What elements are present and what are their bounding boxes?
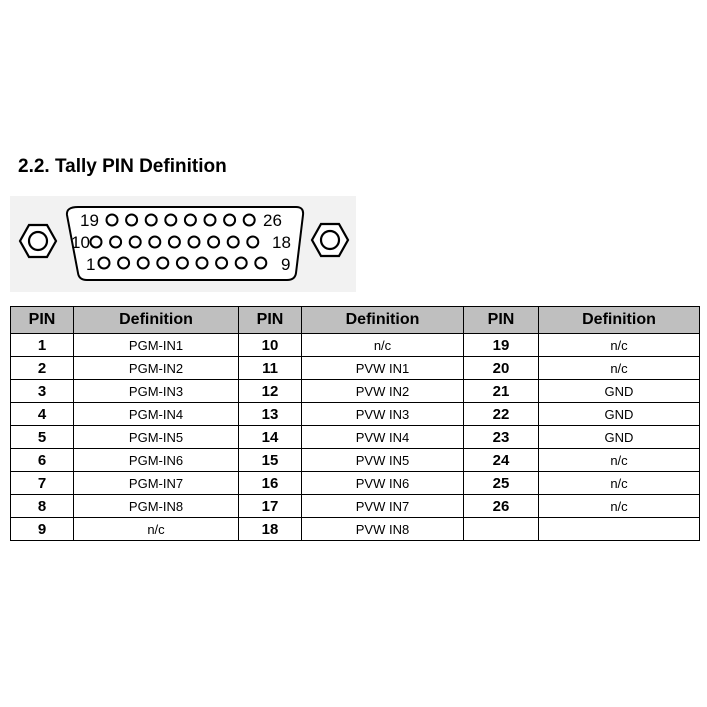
table-row [11, 449, 700, 472]
pin-definition-cell: PVW IN8 [302, 518, 464, 541]
pin-number-cell [464, 518, 539, 541]
pin-label-1: 1 [86, 255, 96, 274]
pin-definition-cell: PVW IN1 [302, 357, 464, 380]
pin-hole [228, 237, 239, 248]
pin-hole [177, 258, 188, 269]
pin-definition-cell: GND [539, 403, 700, 426]
header-pin: PIN [464, 307, 539, 334]
pin-number-cell: 3 [11, 380, 74, 403]
pin-number-cell: 13 [239, 403, 302, 426]
pin-label-18: 18 [272, 233, 291, 252]
pin-hole [185, 215, 196, 226]
pin-definition-cell: n/c [302, 334, 464, 357]
pin-definition-cell: PGM-IN4 [74, 403, 239, 426]
pin-hole [118, 258, 129, 269]
pin-number-cell: 4 [11, 403, 74, 426]
pin-number-cell: 23 [464, 426, 539, 449]
pin-label-10: 10 [71, 233, 90, 252]
pin-number-cell: 2 [11, 357, 74, 380]
pin-definition-cell: PGM-IN8 [74, 495, 239, 518]
pin-hole [126, 215, 137, 226]
pin-definition-cell: n/c [539, 449, 700, 472]
section-title: 2.2. Tally PIN Definition [18, 156, 227, 177]
pin-hole [110, 237, 121, 248]
pin-number-cell: 1 [11, 334, 74, 357]
pin-number-cell: 17 [239, 495, 302, 518]
pin-definition-cell: PGM-IN1 [74, 334, 239, 357]
header-definition: Definition [539, 307, 700, 334]
pin-definition-cell: PGM-IN2 [74, 357, 239, 380]
pin-number-cell: 8 [11, 495, 74, 518]
pin-definition-cell: GND [539, 426, 700, 449]
pin-number-cell: 18 [239, 518, 302, 541]
pin-number-cell: 22 [464, 403, 539, 426]
pin-definition-cell: n/c [539, 334, 700, 357]
pin-hole [236, 258, 247, 269]
header-definition: Definition [74, 307, 239, 334]
table-row [11, 426, 700, 449]
pin-number-cell: 21 [464, 380, 539, 403]
pin-hole [244, 215, 255, 226]
pin-number-cell: 5 [11, 426, 74, 449]
pin-number-cell: 16 [239, 472, 302, 495]
pin-hole [130, 237, 141, 248]
table-row [11, 518, 700, 541]
pin-number-cell: 14 [239, 426, 302, 449]
pin-label-26: 26 [263, 211, 282, 230]
pin-hole [91, 237, 102, 248]
pin-number-cell: 15 [239, 449, 302, 472]
pin-number-cell: 26 [464, 495, 539, 518]
pin-definition-cell: PVW IN4 [302, 426, 464, 449]
pin-number-cell: 24 [464, 449, 539, 472]
pin-definition-cell: n/c [539, 472, 700, 495]
db26-connector-diagram [10, 196, 356, 292]
pin-hole [197, 258, 208, 269]
table-row [11, 357, 700, 380]
pin-number-cell: 20 [464, 357, 539, 380]
pin-hole [224, 215, 235, 226]
pin-hole [216, 258, 227, 269]
table-row [11, 495, 700, 518]
pin-hole [208, 237, 219, 248]
pin-number-cell: 6 [11, 449, 74, 472]
pin-definition-cell: PVW IN3 [302, 403, 464, 426]
pin-number-cell: 7 [11, 472, 74, 495]
pin-definition-table [10, 306, 700, 541]
pin-hole [165, 215, 176, 226]
pin-definition-cell [539, 518, 700, 541]
pin-hole [169, 237, 180, 248]
pin-definition-cell: PVW IN5 [302, 449, 464, 472]
header-pin: PIN [11, 307, 74, 334]
table-row [11, 334, 700, 357]
table-row [11, 403, 700, 426]
pin-hole [138, 258, 149, 269]
pin-definition-cell: n/c [539, 357, 700, 380]
pin-hole [189, 237, 200, 248]
right-hex-screw-icon [312, 224, 348, 256]
pin-label-9: 9 [281, 255, 291, 274]
pin-number-cell: 25 [464, 472, 539, 495]
pin-hole [149, 237, 160, 248]
pin-number-cell: 12 [239, 380, 302, 403]
pin-hole [157, 258, 168, 269]
pin-definition-cell: PVW IN7 [302, 495, 464, 518]
pin-number-cell: 10 [239, 334, 302, 357]
pin-definition-cell: PVW IN2 [302, 380, 464, 403]
pin-definition-cell: PGM-IN5 [74, 426, 239, 449]
pin-hole [99, 258, 110, 269]
pin-hole [255, 258, 266, 269]
left-hex-screw-icon [20, 225, 56, 257]
table-row [11, 380, 700, 403]
table-header-row [11, 307, 700, 334]
pin-definition-cell: n/c [539, 495, 700, 518]
pin-hole [107, 215, 118, 226]
header-pin: PIN [239, 307, 302, 334]
pin-hole [205, 215, 216, 226]
pin-definition-cell: PGM-IN6 [74, 449, 239, 472]
pin-definition-cell: GND [539, 380, 700, 403]
pin-hole [247, 237, 258, 248]
header-definition: Definition [302, 307, 464, 334]
pin-definition-cell: PGM-IN7 [74, 472, 239, 495]
pin-definition-cell: n/c [74, 518, 239, 541]
table-row [11, 472, 700, 495]
pin-number-cell: 9 [11, 518, 74, 541]
pin-number-cell: 11 [239, 357, 302, 380]
pin-definition-cell: PGM-IN3 [74, 380, 239, 403]
pin-number-cell: 19 [464, 334, 539, 357]
pin-label-19: 19 [80, 211, 99, 230]
pin-definition-cell: PVW IN6 [302, 472, 464, 495]
pin-hole [146, 215, 157, 226]
